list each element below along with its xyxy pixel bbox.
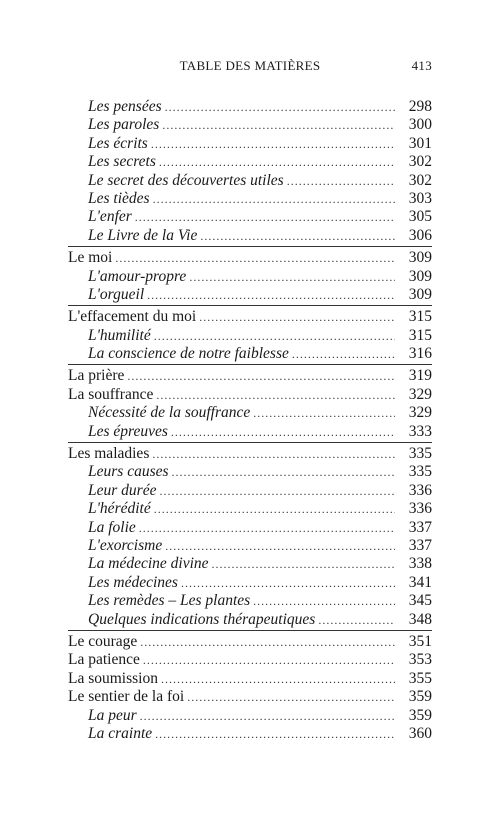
toc-subentry xyxy=(68,423,432,441)
toc-entry-title: La prière xyxy=(68,367,125,385)
toc-entry-title: La médecine divine xyxy=(88,555,209,573)
toc-entry xyxy=(68,651,432,669)
dot-leader xyxy=(156,386,395,404)
toc-entry-title: Nécessité de la souffrance xyxy=(88,404,251,422)
toc-entry-page: 298 xyxy=(408,98,432,115)
dot-leader xyxy=(143,651,395,669)
toc-entry-page: 336 xyxy=(408,500,432,518)
toc-entry-title: Les secrets xyxy=(88,153,156,171)
toc-entry-page: 302 xyxy=(408,153,432,171)
toc-subentry xyxy=(68,135,432,153)
section-divider xyxy=(68,442,432,443)
dot-leader xyxy=(200,227,395,245)
toc-entry-title: L'humilité xyxy=(88,326,151,344)
toc-subentry xyxy=(68,500,432,518)
toc-subentry xyxy=(68,153,432,171)
dot-leader xyxy=(159,482,395,500)
toc-subentry xyxy=(68,463,432,481)
toc-entry-page: 359 xyxy=(408,706,432,724)
toc-entry-title: L'orgueil xyxy=(88,285,145,303)
toc-entry-title: La folie xyxy=(88,518,136,536)
dot-leader xyxy=(187,688,395,706)
toc-subentry xyxy=(68,592,432,610)
toc-entry-title: L'enfer xyxy=(88,208,132,226)
dot-leader xyxy=(139,519,395,537)
toc-entry-title: Leur durée xyxy=(88,481,157,499)
toc-entry-title: L'exorcisme xyxy=(88,536,163,554)
dot-leader xyxy=(140,707,395,725)
toc-entry-title: La crainte xyxy=(88,724,153,742)
toc-subentry xyxy=(68,611,432,629)
dot-leader xyxy=(152,445,395,463)
toc-entry xyxy=(68,367,432,385)
dot-leader xyxy=(161,670,395,688)
dot-leader xyxy=(115,249,395,267)
toc-subentry xyxy=(68,482,432,500)
toc-entry-title: Les pensées xyxy=(88,98,162,115)
page-header xyxy=(0,58,500,78)
toc-entry-title: L'amour-propre xyxy=(88,267,187,285)
toc-entry-page: 303 xyxy=(408,189,432,207)
dot-leader xyxy=(253,592,395,610)
dot-leader xyxy=(253,404,395,422)
toc-entry-page: 337 xyxy=(408,536,432,554)
table-of-contents xyxy=(68,98,432,743)
toc-entry-title: La souffrance xyxy=(68,385,154,403)
toc-entry-title: Le courage xyxy=(68,632,138,650)
toc-entry-page: 305 xyxy=(408,208,432,226)
dot-leader xyxy=(212,555,395,573)
dot-leader xyxy=(181,574,395,592)
section-divider xyxy=(68,630,432,631)
toc-entry-page: 301 xyxy=(408,134,432,152)
toc-entry-page: 302 xyxy=(408,171,432,189)
toc-subentry xyxy=(68,286,432,304)
dot-leader xyxy=(172,463,395,481)
toc-entry-title: La patience xyxy=(68,651,140,669)
toc-entry-title: La soumission xyxy=(68,669,158,687)
toc-subentry xyxy=(68,208,432,226)
toc-entry-title: Les épreuves xyxy=(88,422,168,440)
toc-subentry xyxy=(68,725,432,743)
toc-entry-page: 359 xyxy=(408,688,432,706)
toc-entry-page: 306 xyxy=(408,226,432,244)
toc-entry-title: Le sentier de la foi xyxy=(68,688,185,706)
toc-entry-page: 309 xyxy=(408,249,432,267)
toc-entry-page: 353 xyxy=(408,651,432,669)
section-divider xyxy=(68,246,432,247)
dot-leader xyxy=(318,611,395,629)
toc-subentry xyxy=(68,327,432,345)
toc-subentry xyxy=(68,268,432,286)
toc-subentry xyxy=(68,190,432,208)
toc-entry-page: 329 xyxy=(408,404,432,422)
toc-entry-page: 329 xyxy=(408,385,432,403)
dot-leader xyxy=(165,98,395,116)
dot-leader xyxy=(292,345,395,363)
toc-entry-page: 333 xyxy=(408,422,432,440)
toc-entry-page: 309 xyxy=(408,285,432,303)
dot-leader xyxy=(171,423,395,441)
dot-leader xyxy=(287,172,395,190)
dot-leader xyxy=(153,190,395,208)
toc-subentry xyxy=(68,345,432,363)
toc-entry-page: 319 xyxy=(408,367,432,385)
toc-entry-page: 360 xyxy=(408,724,432,742)
toc-entry-page: 316 xyxy=(408,345,432,363)
dot-leader xyxy=(159,153,395,171)
section-divider xyxy=(68,305,432,306)
toc-entry-title: Les écrits xyxy=(88,134,148,152)
toc-entry-page: 315 xyxy=(408,326,432,344)
toc-entry-page: 355 xyxy=(408,669,432,687)
toc-entry-page: 315 xyxy=(408,308,432,326)
toc-entry-page: 335 xyxy=(408,445,432,463)
dot-leader xyxy=(127,367,395,385)
dot-leader xyxy=(154,327,395,345)
toc-entry-page: 337 xyxy=(408,518,432,536)
dot-leader xyxy=(135,208,395,226)
toc-entry-page: 348 xyxy=(408,610,432,628)
dot-leader xyxy=(155,725,395,743)
toc-entry-title: La peur xyxy=(88,706,137,724)
toc-entry-title: L'effacement du moi xyxy=(68,308,197,326)
toc-entry xyxy=(68,386,432,404)
toc-entry-title: Le moi xyxy=(68,249,113,267)
toc-subentry xyxy=(68,116,432,134)
toc-entry-title: Leurs causes xyxy=(88,463,169,481)
toc-subentry xyxy=(68,519,432,537)
toc-entry-title: Les remèdes – Les plantes xyxy=(88,592,251,610)
toc-entry-title: Les médecines xyxy=(88,573,178,591)
page-number: 413 xyxy=(411,58,432,73)
toc-entry xyxy=(68,670,432,688)
toc-subentry xyxy=(68,172,432,190)
dot-leader xyxy=(165,537,395,555)
toc-entry-page: 345 xyxy=(408,592,432,610)
toc-subentry xyxy=(68,537,432,555)
toc-entry-title: Les tièdes xyxy=(88,189,150,207)
toc-entry-title: La conscience de notre faiblesse xyxy=(88,345,289,363)
toc-entry-page: 351 xyxy=(408,632,432,650)
toc-entry-title: Le secret des découvertes utiles xyxy=(88,171,284,189)
toc-entry xyxy=(68,633,432,651)
toc-entry-title: L'hérédité xyxy=(88,500,151,518)
toc-entry xyxy=(68,445,432,463)
toc-entry xyxy=(68,308,432,326)
toc-entry-page: 309 xyxy=(408,267,432,285)
toc-subentry xyxy=(68,574,432,592)
toc-subentry xyxy=(68,404,432,422)
dot-leader xyxy=(189,268,395,286)
toc-entry xyxy=(68,249,432,267)
toc-subentry xyxy=(68,98,432,116)
dot-leader xyxy=(154,500,395,518)
dot-leader xyxy=(147,286,395,304)
toc-entry-page: 338 xyxy=(408,555,432,573)
toc-entry xyxy=(68,688,432,706)
toc-subentry xyxy=(68,227,432,245)
toc-entry-title: Les maladies xyxy=(68,445,150,463)
toc-entry-page: 341 xyxy=(408,573,432,591)
toc-entry-title: Quelques indications thérapeutiques xyxy=(88,610,316,628)
toc-entry-page: 335 xyxy=(408,463,432,481)
toc-subentry xyxy=(68,707,432,725)
dot-leader xyxy=(199,308,395,326)
toc-entry-page: 300 xyxy=(408,116,432,134)
dot-leader xyxy=(162,116,395,134)
running-title: TABLE DES MATIÈRES xyxy=(179,58,321,73)
toc-entry-title: Le Livre de la Vie xyxy=(88,226,198,244)
toc-entry-page: 336 xyxy=(408,481,432,499)
dot-leader xyxy=(140,633,395,651)
section-divider xyxy=(68,364,432,365)
dot-leader xyxy=(151,135,395,153)
toc-subentry xyxy=(68,555,432,573)
toc-entry-title: Les paroles xyxy=(88,116,160,134)
